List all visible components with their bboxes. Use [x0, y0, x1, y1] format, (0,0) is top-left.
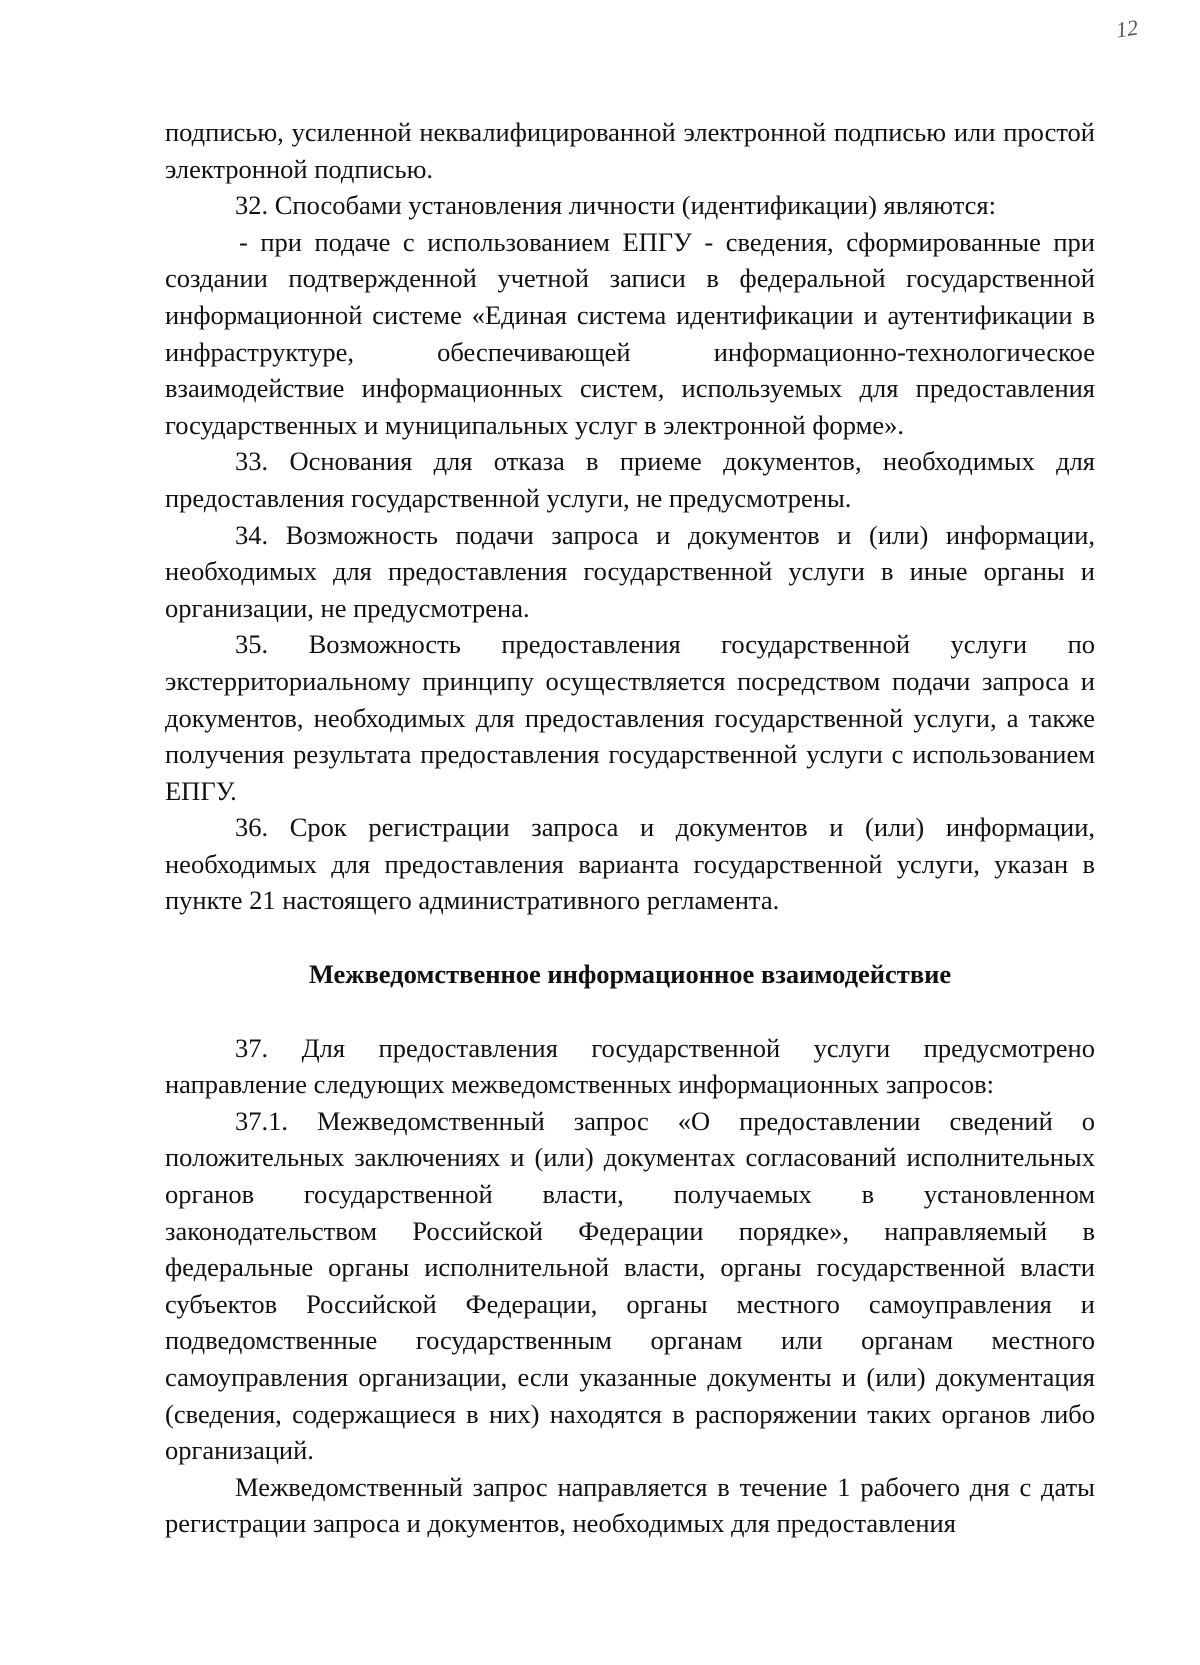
- paragraph-request-deadline: Межведомственный запрос направляется в течение 1 рабочего дня с даты регистрации запроса и документов, необходимых для предоставления: [165, 1471, 1095, 1539]
- paragraph-34: 34. Возможность подачи запроса и документов и (или) информации, необходимых для предоставления государственной услуги в иные органы и организации, не предусмотрена.: [165, 519, 1095, 623]
- document-body: [165, 114, 1095, 1542]
- section-heading: Межведомственное информационное взаимодействие: [308, 959, 952, 990]
- paragraph-35: 35. Возможность предоставления государственной услуги по экстерриториальному принципу осуществляется посредством подачи запроса и документов, необходимых для предоставления государственной услуги, а также получения результата предоставления государственной услуги с использованием ЕПГУ.: [165, 629, 1095, 806]
- paragraph-continuation: подписью, усиленной неквалифицированной электронной подписью или простой электронной подписью.: [165, 117, 1095, 184]
- paragraph-32: 32. Способами установления личности (идентификации) являются:: [235, 190, 996, 221]
- paragraph-32-bullet: - при подаче с использованием ЕПГУ - сведения, сформированные при создании подтвержденной учетной записи в федеральной государственной информационной системе «Единая система идентификации и аутентификации в инфраструктуре, обеспечивающей информационно-технологическое взаимодействие информационных систем, используемых для предоставления государственных и муниципальных услуг в электронной форме».: [165, 226, 1095, 440]
- paragraph-33: 33. Основания для отказа в приеме документов, необходимых для предоставления государственной услуги, не предусмотрены.: [165, 446, 1095, 513]
- paragraph-37-1: 37.1. Межведомственный запрос «О предоставлении сведений о положительных заключениях и (или) документах согласований исполнительных органов государственной власти, получаемых в установленном законодательством Российской Федерации порядке», направляемый в федеральные органы исполнительной власти, органы государственной власти субъектов Российской Федерации, органы местного самоуправления и подведомственные государственным органам или органам местного самоуправления организации, если указанные документы и (или) документация (сведения, содержащиеся в них) находятся в распоряжении таких органов либо организаций.: [165, 1105, 1095, 1466]
- handwritten-page-number: 12: [1114, 14, 1140, 43]
- paragraph-36: 36. Срок регистрации запроса и документов и (или) информации, необходимых для предоставления варианта государственной услуги, указан в пункте 21 настоящего административного регламента.: [165, 812, 1095, 916]
- paragraph-37: 37. Для предоставления государственной услуги предусмотрено направление следующих межведомственных информационных запросов:: [165, 1032, 1095, 1100]
